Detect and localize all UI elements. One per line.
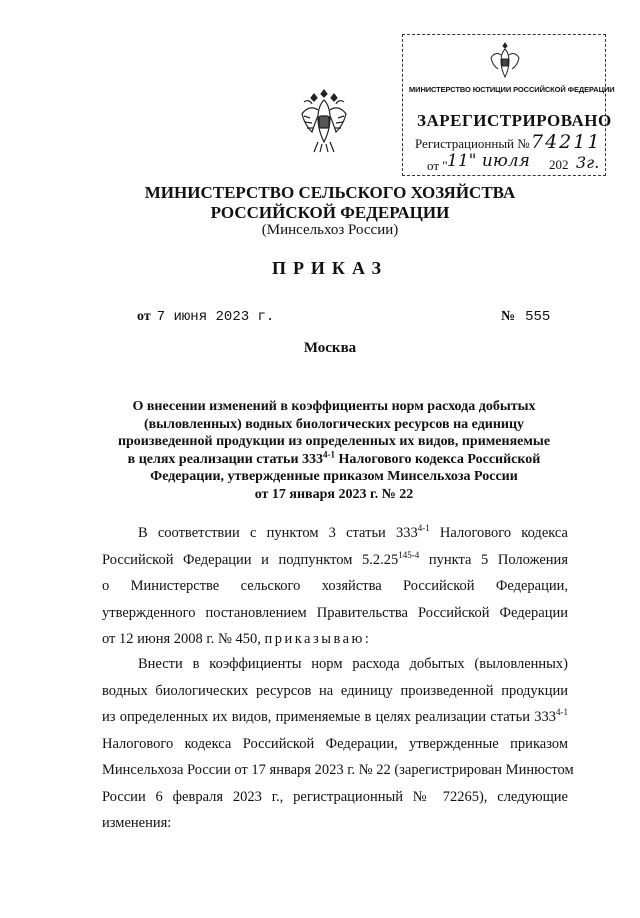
title-line: Федерации, утвержденные приказом Минсельхоза России [150,469,518,485]
order-city: Москва [303,340,357,356]
paragraph-line [102,704,568,731]
order-verb: приказываю: [264,631,372,647]
title-line: от 17 января 2023 г. № 22 [254,486,414,502]
stamp-date-day: 11 [447,151,469,171]
stamp-date-prefix [427,158,448,174]
order-subject-title [104,398,564,504]
order-date [137,309,274,325]
ministry-name-line1: МИНИСТЕРСТВО СЕЛЬСКОГО ХОЗЯЙСТВА [144,183,516,202]
stamp-emblem-icon [489,41,521,81]
paragraph-superscript: 4-1 [417,523,430,534]
order-number-value: 555 [525,309,551,325]
paragraph-superscript: 145-4 [398,549,420,560]
stamp-ministry-name: МИНИСТЕРСТВО ЮСТИЦИИ РОССИЙСКОЙ ФЕДЕРАЦИИ [409,85,615,94]
body-paragraph-2 [102,651,574,837]
paragraph-line: о Министерстве сельского хозяйства Российской Федерации, [102,578,568,594]
stamp-reg-number-label: Регистрационный № [415,136,530,151]
title-superscript: 4-1 [323,449,336,460]
title-line: произведенной продукции из определенных их видов, применяемые [117,434,551,450]
paragraph-line-part: Российской Федерации и подпунктом 5.2.25 [102,551,399,568]
title-line-part: в целях реализации статьи 333 [127,451,324,467]
paragraph-line: изменения: [102,815,172,831]
paragraph-line [102,520,568,547]
paragraph-line: Внести в коэффициенты норм расхода добытых (выловленных) [138,656,568,672]
order-date-label: от [137,309,151,324]
stamp-registered-label: ЗАРЕГИСТРИРОВАНО [417,111,612,130]
order-title: ПРИКАЗ [271,258,389,278]
title-line: (выловленных) водных биологических ресурсов на единицу [143,416,525,432]
stamp-reg-number-handwritten: 74211 [531,131,602,153]
ministry-short-name: (Минсельхоз России) [261,222,399,238]
paragraph-line-part: от 12 июня 2008 г. № 450, [102,631,265,647]
paragraph-line-part: Налогового кодекса [429,525,568,541]
paragraph-line-part: пункта 5 Положения [419,551,568,568]
registration-stamp [402,34,615,176]
title-line: О внесении изменений в коэффициенты норм расхода добытых [132,399,536,414]
order-date-value: 7 июня 2023 г. [156,309,275,325]
paragraph-line: Налогового кодекса Российской Федерации, утвержденные приказом [102,735,568,752]
paragraph-line-part: В соответствии с пунктом 3 статьи 333 [138,525,418,541]
coat-of-arms-emblem [300,86,348,156]
paragraph-line: России 6 февраля 2023 г., регистрационный № 72265), следующие [102,788,568,805]
order-number [501,309,550,325]
title-line [104,451,564,469]
paragraph-line [102,626,568,653]
stamp-date-month: " июля [468,151,530,171]
stamp-year-handwritten: 3г. [576,153,600,172]
stamp-date-handwritten [447,151,530,171]
paragraph-line: утвержденного постановлением Правительства Российской Федерации [102,604,568,621]
paragraph-line: Минсельхоза России от 17 января 2023 г. № 22 (зарегистрирован Минюстом [102,762,574,778]
paragraph-superscript: 4-1 [556,707,568,718]
paragraph-line-part: из определенных их видов, применяемые в целях реализации статьи 333 [102,709,556,725]
order-number-label: № [501,309,516,324]
stamp-date-prefix-text: от " [427,158,448,173]
ministry-name-line2: РОССИЙСКОЙ ФЕДЕРАЦИИ [210,203,450,222]
stamp-year-prefix: 202 [549,157,569,172]
body-paragraph-1 [102,520,568,653]
paragraph-line: водных биологических ресурсов на единицу произведенной продукции [102,682,568,699]
title-line-part: Налогового кодекса Российской [335,451,541,467]
paragraph-line [102,547,568,574]
